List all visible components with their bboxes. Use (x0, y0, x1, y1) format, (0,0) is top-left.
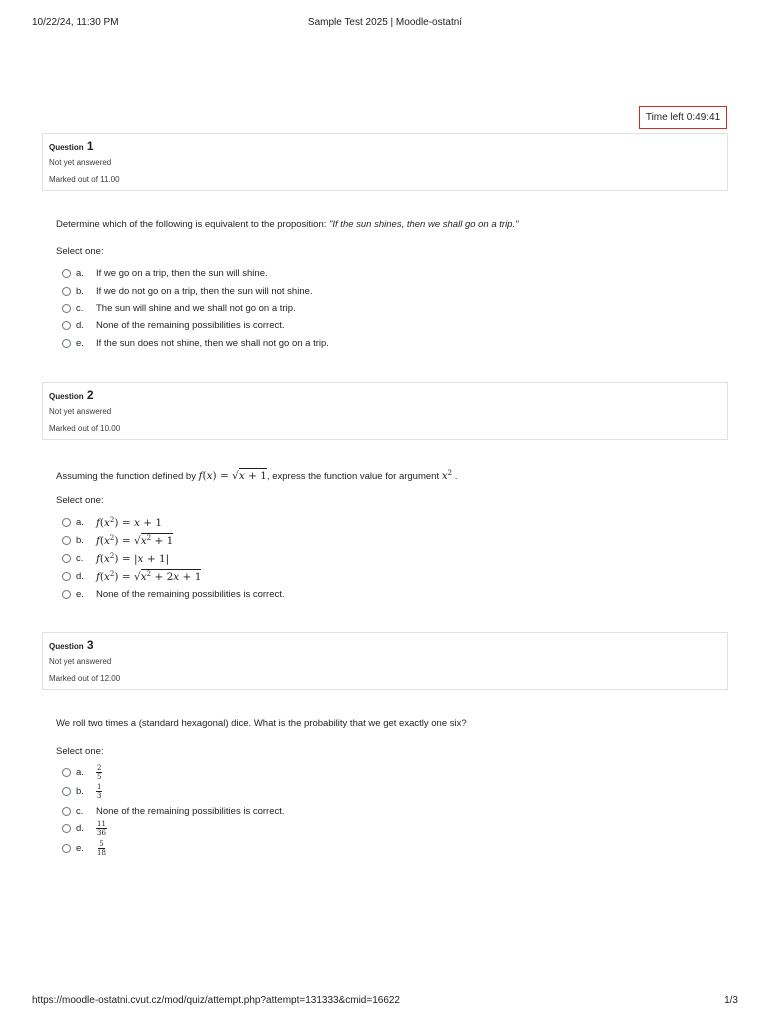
radio-button[interactable] (62, 572, 71, 581)
answer-fraction: $\frac{1}{3}$ (97, 782, 102, 800)
answer-option[interactable]: a. $f(x^2) = x + 1$ (62, 515, 162, 529)
answer-option[interactable]: c. The sun will shine and we shall not go on a trip. (62, 301, 296, 315)
question-number: Question 3 (49, 638, 94, 652)
question-grade: Marked out of 10.00 (49, 424, 121, 433)
radio-button[interactable] (62, 287, 71, 296)
question-1-quote: "If the sun shines, then we shall go on a trip." (329, 219, 519, 230)
radio-button[interactable] (62, 554, 71, 563)
print-page-number: 1/3 (724, 995, 738, 1006)
question-1-text: Determine which of the following is equivalent to the proposition: "If the sun shines, then we shall go on a trip." (56, 219, 519, 230)
radio-button[interactable] (62, 339, 71, 348)
radio-button[interactable] (62, 590, 71, 599)
answer-option[interactable]: e. If the sun does not shine, then we shall not go on a trip. (62, 336, 329, 350)
question-3-text: We roll two times a (standard hexagonal) dice. What is the probability that we get exactly one six? (56, 718, 467, 729)
question-3-info (42, 632, 728, 690)
radio-button[interactable] (62, 269, 71, 278)
answer-option[interactable]: b. If we do not go on a trip, then the sun will not shine. (62, 284, 313, 298)
print-url: https://moodle-ostatni.cvut.cz/mod/quiz/attempt.php?attempt=131333&cmid=16622 (32, 995, 400, 1006)
answer-formula: $f(x^2) = |x + 1|$ (96, 551, 170, 565)
print-datetime: 10/22/24, 11:30 PM (32, 17, 119, 28)
radio-button[interactable] (62, 844, 71, 853)
answer-formula: $f(x^2) = x + 1$ (96, 515, 163, 529)
answer-option[interactable]: b. $f(x^2) = √x^2 + 1$ (62, 533, 173, 547)
answer-option[interactable]: a. $\frac{2}{5}$ (62, 765, 102, 779)
answer-option[interactable]: d. None of the remaining possibilities is correct. (62, 318, 285, 332)
timer-value: 0:49:41 (686, 112, 721, 123)
question-1-info (42, 133, 728, 191)
question-grade: Marked out of 11.00 (49, 175, 120, 184)
print-footer (32, 995, 738, 1009)
question-grade: Marked out of 12.00 (49, 674, 121, 683)
answer-option[interactable]: a. If we go on a trip, then the sun will shine. (62, 266, 268, 280)
radio-button[interactable] (62, 518, 71, 527)
print-header (32, 17, 738, 31)
answer-fraction: $\frac{5}{18}$ (97, 839, 106, 857)
question-number: Question 1 (49, 139, 94, 153)
radio-button[interactable] (62, 321, 71, 330)
print-page-title: Sample Test 2025 | Moodle-ostatní (307, 17, 463, 28)
question-2-select-one: Select one: (56, 495, 104, 506)
question-state: Not yet answered (49, 158, 112, 167)
radio-button[interactable] (62, 824, 71, 833)
question-3-select-one: Select one: (56, 746, 104, 757)
radio-button[interactable] (62, 787, 71, 796)
answer-option[interactable]: d. $f(x^2) = √x^2 + 2x + 1$ (62, 569, 201, 583)
quiz-timer (639, 106, 727, 129)
radio-button[interactable] (62, 536, 71, 545)
question-1-select-one: Select one: (56, 246, 104, 257)
answer-option[interactable]: c. None of the remaining possibilities is correct. (62, 804, 285, 818)
question-2-text: Assuming the function defined by f(x) = √x + 1, express the function value for argument $x^2$ . (56, 469, 458, 482)
question-2-argument: $x^2$ (441, 469, 453, 482)
radio-button[interactable] (62, 807, 71, 816)
answer-option[interactable]: e. None of the remaining possibilities is correct. (62, 587, 285, 601)
question-2-formula: f(x) = √x + 1 (198, 470, 267, 482)
question-2-info (42, 382, 728, 440)
timer-label: Time left (645, 112, 684, 123)
question-state: Not yet answered (49, 657, 112, 666)
answer-formula: $f(x^2) = √x^2 + 1$ (96, 533, 174, 547)
radio-button[interactable] (62, 304, 71, 313)
answer-option[interactable]: e. $\frac{5}{18}$ (62, 841, 107, 855)
answer-fraction: $\frac{2}{5}$ (97, 763, 102, 781)
question-number: Question 2 (49, 388, 94, 402)
answer-fraction: $\frac{11}{36}$ (97, 819, 106, 837)
answer-option[interactable]: d. $\frac{11}{36}$ (62, 821, 107, 835)
radio-button[interactable] (62, 768, 71, 777)
answer-formula: $f(x^2) = √x^2 + 2x + 1$ (96, 569, 202, 583)
answer-option[interactable]: c. $f(x^2) = |x + 1|$ (62, 551, 169, 565)
question-state: Not yet answered (49, 407, 112, 416)
answer-option[interactable]: b. $\frac{1}{3}$ (62, 784, 102, 798)
